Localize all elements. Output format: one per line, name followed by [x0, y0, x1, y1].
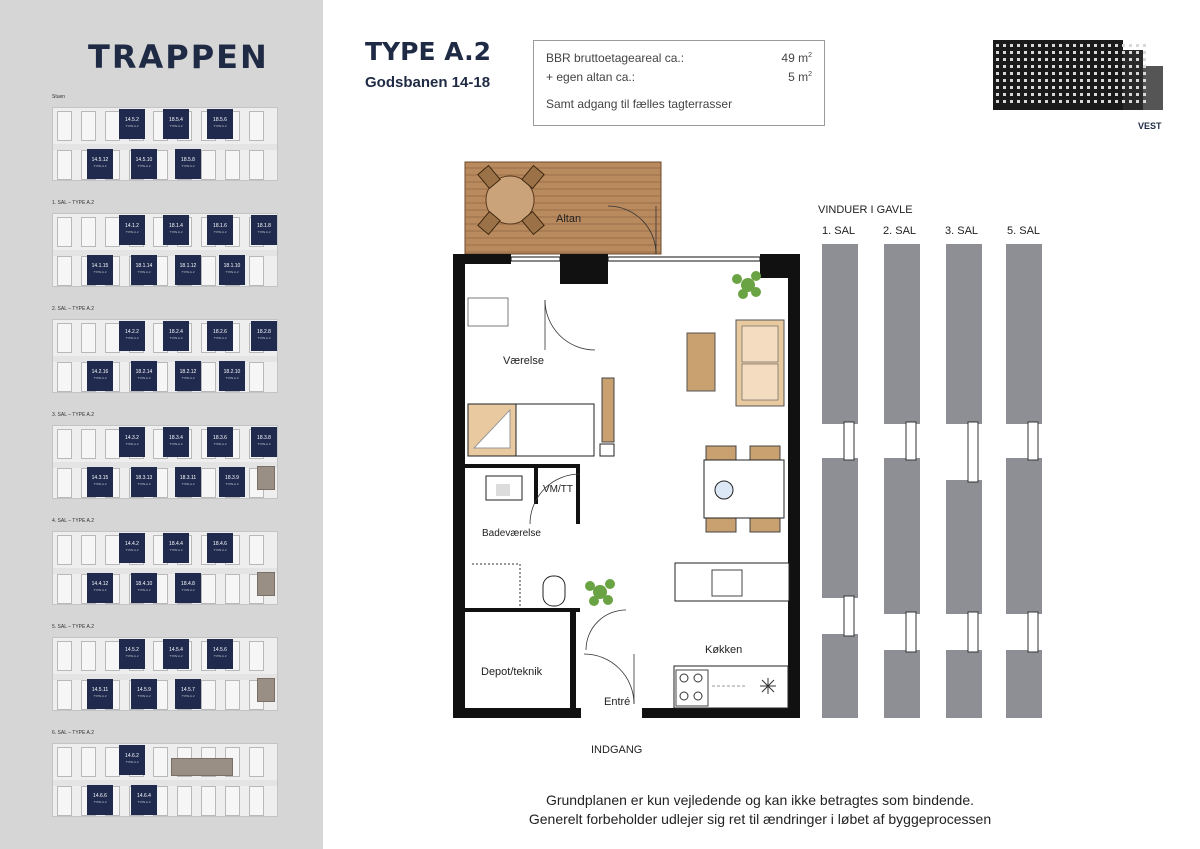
address: Godsbanen 14-18	[365, 74, 491, 91]
unit-type: TYPE A.2	[181, 376, 195, 380]
unit-code: 14.5.10	[135, 157, 153, 163]
unit-type: TYPE A.2	[213, 548, 227, 552]
plant-icon	[732, 271, 761, 299]
unit-code: 18.2.14	[135, 369, 153, 375]
apartment-unit[interactable]	[207, 533, 233, 563]
type-title: TYPE A.2	[365, 37, 491, 66]
unit-cell	[105, 217, 120, 247]
unit-type: TYPE A.2	[181, 164, 195, 168]
unit-type: TYPE A.2	[93, 588, 107, 592]
apartment-unit[interactable]	[163, 109, 189, 139]
unit-type: TYPE A.2	[125, 760, 139, 764]
floor-thumbnail[interactable]	[52, 94, 280, 185]
area-unit-sup: 2	[808, 71, 812, 78]
unit-cell	[201, 150, 216, 180]
gable-title: VINDUER I GAVLE	[818, 204, 913, 216]
apartment-unit[interactable]	[87, 679, 113, 709]
unit-cell	[57, 747, 72, 777]
apartment-unit[interactable]	[131, 149, 157, 179]
area-gross-value: 49 m	[781, 51, 809, 65]
room-altan: Altan	[556, 213, 582, 225]
unit-type: TYPE A.2	[225, 376, 239, 380]
unit-type: TYPE A.2	[125, 548, 139, 552]
unit-type: TYPE A.2	[181, 694, 195, 698]
unit-type: TYPE A.2	[169, 548, 183, 552]
unit-code: 14.5.6	[213, 647, 227, 653]
unit-cell	[249, 256, 264, 286]
floor-label: 4. SAL – TYPE A.2	[52, 518, 94, 524]
unit-cell	[81, 747, 96, 777]
unit-type: TYPE A.2	[181, 588, 195, 592]
unit-type: TYPE A.2	[93, 270, 107, 274]
apartment-unit[interactable]	[87, 149, 113, 179]
unit-type: TYPE A.2	[93, 376, 107, 380]
apartment-unit[interactable]	[131, 573, 157, 603]
apartment-unit[interactable]	[119, 427, 145, 457]
room-vmtt: VM/TT	[543, 484, 573, 495]
apartment-unit[interactable]	[131, 785, 157, 815]
apartment-unit[interactable]	[87, 785, 113, 815]
unit-code: 18.3.9	[225, 475, 239, 481]
apartment-unit[interactable]	[207, 427, 233, 457]
unit-cell	[57, 362, 72, 392]
unit-code: 14.6.4	[137, 793, 151, 799]
apartment-unit[interactable]	[207, 639, 233, 669]
unit-cell	[57, 217, 72, 247]
unit-type: TYPE A.2	[213, 230, 227, 234]
gable-window-strip	[946, 244, 982, 718]
unit-code: 18.5.4	[169, 117, 183, 123]
balcony	[465, 162, 661, 254]
apartment-unit[interactable]	[119, 533, 145, 563]
unit-code: 18.1.14	[135, 263, 153, 269]
apartment-unit[interactable]	[219, 255, 245, 285]
apartment-unit[interactable]	[207, 321, 233, 351]
unit-code: 18.1.10	[223, 263, 241, 269]
unit-code: 14.5.11	[91, 687, 109, 693]
unit-type: TYPE A.2	[169, 654, 183, 658]
unit-code: 14.5.7	[181, 687, 195, 693]
gable-floor-label: 1. SAL	[822, 225, 856, 237]
unit-type: TYPE A.2	[125, 124, 139, 128]
room-depot: Depot/teknik	[481, 666, 543, 678]
unit-type: TYPE A.2	[181, 270, 195, 274]
floor-plan-thumbnail	[52, 319, 278, 393]
apartment-unit[interactable]	[163, 639, 189, 669]
area-gross-label: BBR bruttoetageareal ca.:	[546, 51, 685, 65]
disclaimer	[500, 791, 1020, 829]
unit-cell	[249, 786, 264, 816]
unit-code: 14.3.15	[91, 475, 109, 481]
apartment-unit[interactable]	[131, 255, 157, 285]
apartment-unit[interactable]	[175, 255, 201, 285]
unit-cell	[201, 362, 216, 392]
apartment-unit[interactable]	[87, 255, 113, 285]
floor-plan-thumbnail	[52, 425, 278, 499]
unit-cell	[249, 535, 264, 565]
unit-cell	[57, 256, 72, 286]
area-note: Samt adgang til fælles tagterrasser	[546, 97, 733, 111]
apartment-unit[interactable]	[131, 361, 157, 391]
apartment-unit[interactable]	[175, 573, 201, 603]
unit-code: 18.5.6	[213, 117, 227, 123]
unit-cell	[57, 535, 72, 565]
brand-title: TRAPPEN	[88, 38, 269, 76]
apartment-unit[interactable]	[131, 679, 157, 709]
apartment-unit[interactable]	[163, 321, 189, 351]
disclaimer-line: Generelt forbeholder udlejer sig ret til ændringer i løbet af byggeprocessen	[528, 811, 992, 827]
disclaimer-line: Grundplanen er kun vejledende og kan ikke betragtes som bindende.	[545, 792, 975, 808]
roof-terrace	[257, 678, 275, 702]
apartment-unit[interactable]	[87, 467, 113, 497]
room-kokken: Køkken	[705, 644, 743, 656]
area-row-balcony	[546, 70, 812, 89]
apartment-unit[interactable]	[251, 215, 277, 245]
apartment-unit[interactable]	[119, 321, 145, 351]
unit-cell	[81, 535, 96, 565]
apartment-unit[interactable]	[251, 321, 277, 351]
apartment-unit[interactable]	[207, 109, 233, 139]
floor-label: 6. SAL – TYPE A.2	[52, 730, 94, 736]
unit-type: TYPE A.2	[93, 482, 107, 486]
unit-type: TYPE A.2	[125, 336, 139, 340]
unit-cell	[225, 680, 240, 710]
sidebar	[0, 0, 323, 849]
apartment-unit[interactable]	[219, 361, 245, 391]
unit-cell	[225, 150, 240, 180]
unit-code: 14.6.2	[125, 753, 139, 759]
apartment-unit[interactable]	[175, 467, 201, 497]
unit-type: TYPE A.2	[213, 654, 227, 658]
room-vaerelse: Værelse	[503, 355, 544, 367]
unit-code: 18.4.8	[181, 581, 195, 587]
floor-label: 5. SAL – TYPE A.2	[52, 624, 94, 630]
unit-code: 18.3.13	[135, 475, 153, 481]
apartment-unit[interactable]	[207, 215, 233, 245]
unit-code: 18.1.4	[169, 223, 183, 229]
unit-cell	[105, 429, 120, 459]
unit-code: 14.3.2	[125, 435, 139, 441]
apartment-unit[interactable]	[175, 149, 201, 179]
unit-cell	[105, 323, 120, 353]
unit-code: 18.2.6	[213, 329, 227, 335]
floor-thumbnail[interactable]	[52, 306, 280, 397]
unit-cell	[57, 111, 72, 141]
unit-cell	[81, 641, 96, 671]
unit-cell	[201, 468, 216, 498]
apartment-unit[interactable]	[87, 573, 113, 603]
unit-cell	[201, 256, 216, 286]
unit-cell	[57, 429, 72, 459]
floor-plan	[450, 158, 810, 718]
bed	[468, 404, 594, 456]
floor-label: Stuen	[52, 94, 66, 100]
unit-code: 14.5.9	[137, 687, 151, 693]
unit-type: TYPE A.2	[93, 800, 107, 804]
gable-window-strip	[1006, 244, 1042, 718]
unit-type: TYPE A.2	[137, 694, 151, 698]
unit-code: 14.6.6	[93, 793, 107, 799]
apartment-unit[interactable]	[219, 467, 245, 497]
unit-code: 14.4.2	[125, 541, 139, 547]
area-balcony-label: + egen altan ca.:	[546, 70, 636, 84]
unit-cell	[57, 468, 72, 498]
unit-cell	[177, 786, 192, 816]
unit-type: TYPE A.2	[225, 482, 239, 486]
floor-plan-thumbnail	[52, 637, 278, 711]
entrance-label: INDGANG	[591, 744, 643, 756]
unit-type: TYPE A.2	[137, 482, 151, 486]
unit-code: 18.3.4	[169, 435, 183, 441]
floor-plan-thumbnail	[52, 531, 278, 605]
unit-cell	[57, 680, 72, 710]
unit-code: 14.1.15	[91, 263, 109, 269]
unit-cell	[81, 217, 96, 247]
unit-type: TYPE A.2	[137, 164, 151, 168]
room-entre: Entré	[604, 696, 631, 708]
unit-code: 18.4.10	[135, 581, 153, 587]
unit-type: TYPE A.2	[213, 124, 227, 128]
unit-cell	[225, 574, 240, 604]
unit-cell	[57, 786, 72, 816]
unit-code: 18.3.8	[257, 435, 271, 441]
unit-code: 18.3.6	[213, 435, 227, 441]
unit-type: TYPE A.2	[169, 124, 183, 128]
floor-label: 1. SAL – TYPE A.2	[52, 200, 94, 206]
floor-plan-thumbnail	[52, 107, 278, 181]
apartment-unit[interactable]	[163, 427, 189, 457]
roof-terrace	[171, 758, 233, 776]
gable-floor-label: 5. SAL	[1007, 225, 1041, 237]
unit-type: TYPE A.2	[213, 336, 227, 340]
unit-type: TYPE A.2	[257, 442, 271, 446]
unit-code: 14.2.16	[91, 369, 109, 375]
unit-type: TYPE A.2	[125, 654, 139, 658]
apartment-unit[interactable]	[119, 109, 145, 139]
unit-cell	[57, 641, 72, 671]
unit-code: 18.4.6	[213, 541, 227, 547]
unit-type: TYPE A.2	[125, 230, 139, 234]
unit-code: 18.1.8	[257, 223, 271, 229]
unit-cell	[201, 574, 216, 604]
floor-label: 3. SAL – TYPE A.2	[52, 412, 94, 418]
unit-cell	[249, 150, 264, 180]
floor-label: 2. SAL – TYPE A.2	[52, 306, 94, 312]
unit-code: 18.1.12	[179, 263, 197, 269]
unit-cell	[105, 111, 120, 141]
unit-cell	[249, 641, 264, 671]
unit-cell	[105, 641, 120, 671]
unit-code: 18.2.10	[223, 369, 241, 375]
unit-type: TYPE A.2	[169, 336, 183, 340]
unit-code: 14.1.2	[125, 223, 139, 229]
apartment-unit[interactable]	[163, 533, 189, 563]
building-elevation-icon	[993, 40, 1163, 110]
unit-type: TYPE A.2	[137, 270, 151, 274]
apartment-unit[interactable]	[119, 215, 145, 245]
floor-plan-thumbnail	[52, 213, 278, 287]
unit-type: TYPE A.2	[181, 482, 195, 486]
apartment-unit[interactable]	[131, 467, 157, 497]
unit-type: TYPE A.2	[137, 800, 151, 804]
unit-type: TYPE A.2	[213, 442, 227, 446]
building-label: VEST	[1138, 121, 1162, 131]
unit-cell	[81, 323, 96, 353]
floor-thumbnail[interactable]	[52, 730, 280, 821]
gable-window-strip	[884, 244, 920, 718]
unit-type: TYPE A.2	[225, 270, 239, 274]
unit-cell	[57, 323, 72, 353]
area-balcony-value: 5 m	[788, 70, 809, 84]
area-row-gross	[546, 51, 812, 70]
unit-code: 18.2.8	[257, 329, 271, 335]
apartment-unit[interactable]	[251, 427, 277, 457]
area-unit-sup: 2	[808, 52, 812, 59]
apartment-unit[interactable]	[175, 679, 201, 709]
unit-type: TYPE A.2	[93, 164, 107, 168]
gable-floor-label: 2. SAL	[883, 225, 917, 237]
dining-table	[704, 446, 784, 532]
unit-code: 18.3.11	[179, 475, 197, 481]
floor-thumbnail[interactable]	[52, 518, 280, 609]
apartment-unit[interactable]	[119, 745, 145, 775]
plant-icon	[585, 579, 615, 606]
unit-cell	[57, 574, 72, 604]
unit-code: 18.2.4	[169, 329, 183, 335]
unit-type: TYPE A.2	[169, 230, 183, 234]
unit-type: TYPE A.2	[257, 230, 271, 234]
unit-type: TYPE A.2	[257, 336, 271, 340]
apartment-unit[interactable]	[87, 361, 113, 391]
unit-cell	[57, 150, 72, 180]
unit-type: TYPE A.2	[125, 442, 139, 446]
unit-code: 14.5.2	[125, 647, 139, 653]
unit-code: 14.2.2	[125, 329, 139, 335]
floor-plan-thumbnail	[52, 743, 278, 817]
unit-cell	[201, 786, 216, 816]
unit-type: TYPE A.2	[93, 694, 107, 698]
unit-cell	[249, 747, 264, 777]
apartment-unit[interactable]	[175, 361, 201, 391]
unit-cell	[81, 429, 96, 459]
room-bad: Badeværelse	[482, 528, 541, 539]
unit-code: 18.1.6	[213, 223, 227, 229]
unit-cell	[105, 535, 120, 565]
unit-cell	[249, 111, 264, 141]
unit-cell	[81, 111, 96, 141]
apartment-unit[interactable]	[163, 215, 189, 245]
unit-code: 18.5.8	[181, 157, 195, 163]
unit-code: 18.2.12	[179, 369, 197, 375]
roof-terrace	[257, 572, 275, 596]
unit-type: TYPE A.2	[137, 376, 151, 380]
floor-thumbnail[interactable]	[52, 624, 280, 715]
floor-thumbnail[interactable]	[52, 412, 280, 503]
unit-cell	[153, 747, 168, 777]
unit-code: 14.5.2	[125, 117, 139, 123]
apartment-unit[interactable]	[119, 639, 145, 669]
unit-cell	[105, 747, 120, 777]
unit-code: 14.5.12	[91, 157, 109, 163]
unit-code: 14.4.12	[91, 581, 109, 587]
gable-floor-label: 3. SAL	[945, 225, 979, 237]
unit-cell	[225, 786, 240, 816]
unit-cell	[249, 362, 264, 392]
unit-type: TYPE A.2	[137, 588, 151, 592]
unit-code: 18.4.4	[169, 541, 183, 547]
floor-thumbnail[interactable]	[52, 200, 280, 291]
gable-window-strip	[822, 244, 858, 718]
unit-type: TYPE A.2	[169, 442, 183, 446]
unit-code: 14.5.4	[169, 647, 183, 653]
area-box	[533, 40, 825, 126]
unit-cell	[201, 680, 216, 710]
roof-terrace	[257, 466, 275, 490]
